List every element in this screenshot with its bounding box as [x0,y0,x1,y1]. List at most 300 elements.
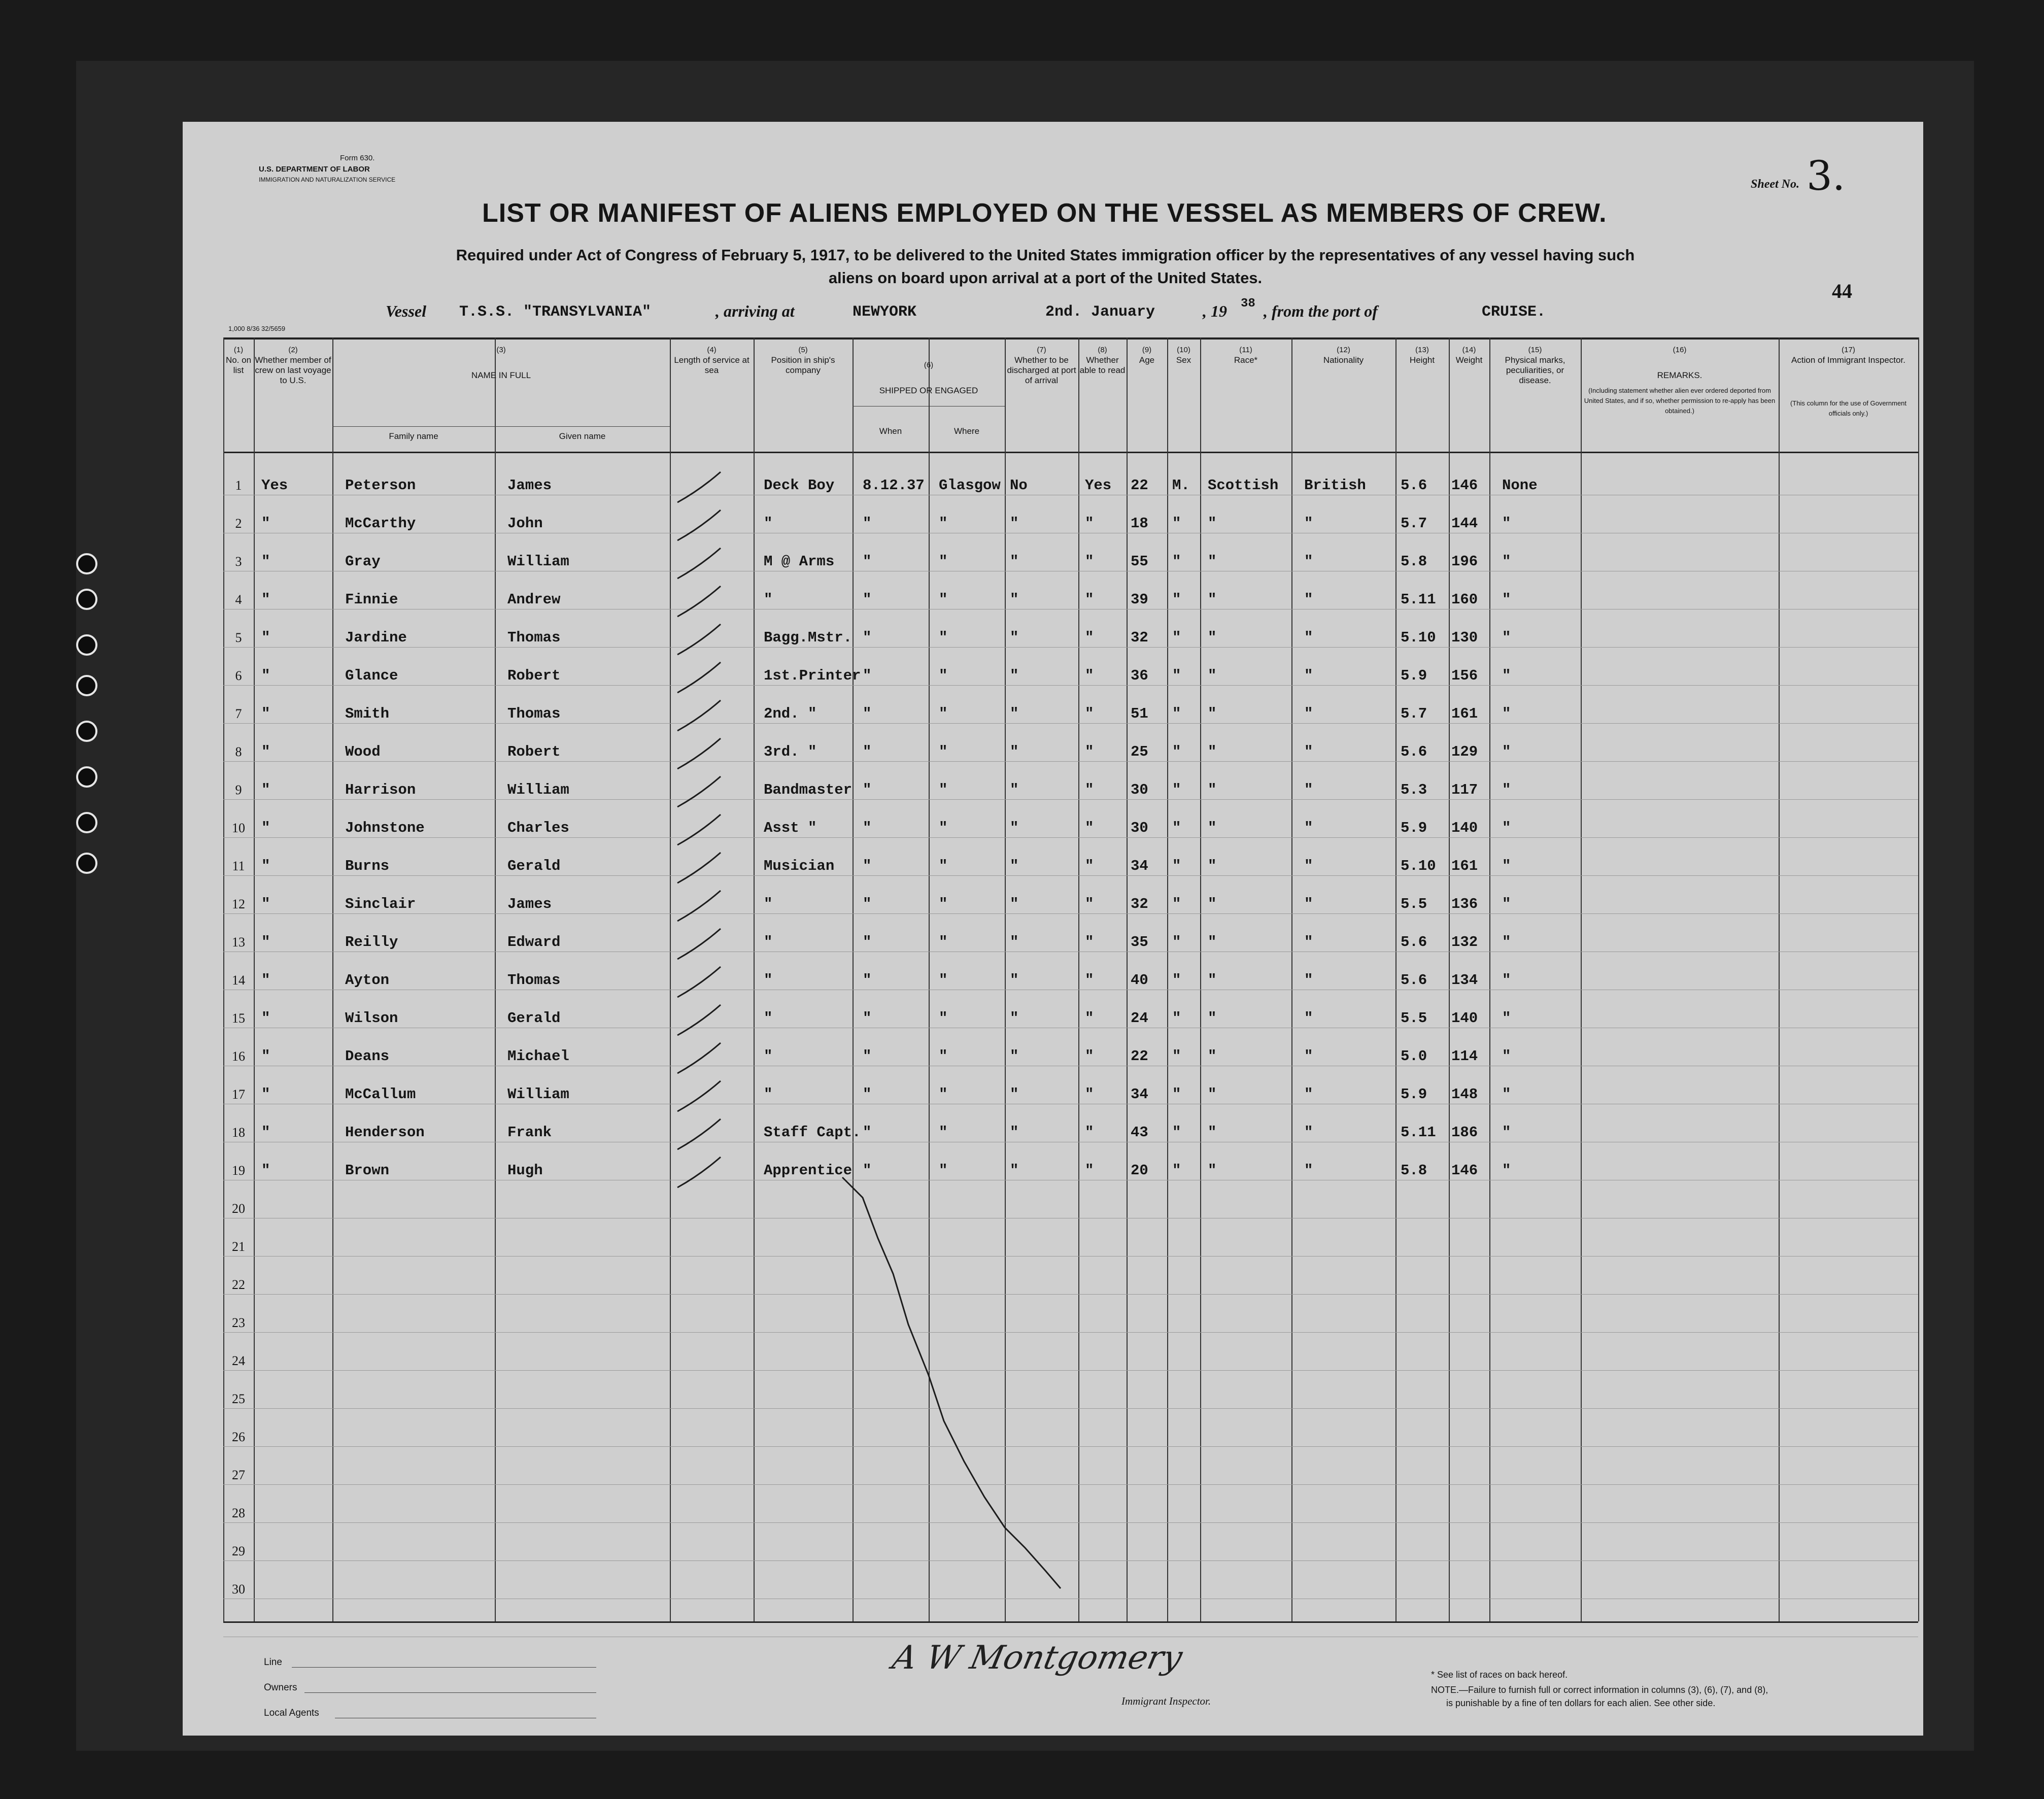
cell-nationality: " [1304,743,1313,760]
punch-hole [76,812,97,833]
cell-discharged: " [1010,591,1019,608]
cell-where: " [939,1124,948,1141]
cell-when: " [863,934,872,951]
row-number: 28 [232,1506,245,1520]
cell-discharged: " [1010,896,1019,912]
cell-nationality: " [1304,667,1313,684]
strike-through-line [842,1177,1061,1588]
punch-hole [76,589,97,610]
cell-race: " [1208,1124,1217,1141]
cell-where: " [939,972,948,989]
punch-hole [76,853,97,874]
cell-marks: " [1502,1162,1511,1179]
cell-when: " [863,1086,872,1103]
check-tick [677,776,721,807]
cell-where: " [939,1048,948,1065]
column-label: Sex [1176,355,1191,365]
cell-sex: " [1172,667,1181,684]
cell-nationality: " [1304,553,1313,570]
cell-nationality: " [1304,1086,1313,1103]
sheet-label: Sheet No. [1751,178,1799,191]
column-number: (6) [924,361,934,369]
cell-prev: " [261,1124,270,1141]
cell-where: " [939,934,948,951]
column-label: Whether able to read [1079,355,1126,375]
cell-sex: " [1172,934,1181,951]
cell-weight: 136 [1451,896,1478,912]
row-number: 9 [235,783,242,797]
column-number: (7) [1037,346,1046,354]
cell-nationality: " [1304,1010,1313,1027]
cell-marks: " [1502,782,1511,798]
row-number: 21 [232,1239,245,1254]
cell-weight: 156 [1451,667,1478,684]
cell-given: Gerald [507,1010,561,1027]
column-label: Weight [1455,355,1483,365]
cell-nationality: " [1304,591,1313,608]
penalty-note-1: NOTE.—Failure to furnish full or correct information in columns (3), (6), (7), and (8), [1431,1685,1768,1695]
check-tick [677,1157,721,1187]
cell-sex: " [1172,705,1181,722]
arrival-date: 2nd. January [1045,303,1155,321]
cell-race: " [1208,1086,1217,1103]
cell-position: Staff Capt. [764,1124,861,1141]
cell-when: " [863,705,872,722]
subtitle-line-2: aliens on board upon arrival at a port of the United States. [828,269,1263,287]
cell-when: " [863,667,872,684]
penalty-note-2: is punishable by a fine of ten dollars for each alien. See other side. [1446,1698,1716,1708]
cell-weight: 186 [1451,1124,1478,1141]
cell-when: " [863,1124,872,1141]
row-number: 24 [232,1353,245,1368]
column-label: Given name [559,431,606,441]
cell-prev: Yes [261,477,288,494]
inspector-signature: A W Montgomery [889,1639,1186,1677]
cell-position: Deck Boy [764,477,835,494]
cell-discharged: " [1010,743,1019,760]
cell-discharged: " [1010,782,1019,798]
cell-read: " [1085,1010,1094,1027]
cell-height: 5.11 [1401,1124,1436,1141]
cell-height: 5.6 [1401,972,1427,989]
cell-marks: " [1502,1048,1511,1065]
cell-weight: 130 [1451,629,1478,646]
handwritten-marks [183,122,1923,1736]
cell-prev: " [261,553,270,570]
cell-where: Glasgow [939,477,1001,494]
cell-sex: " [1172,515,1181,532]
cell-prev: " [261,896,270,912]
cell-prev: " [261,934,270,951]
cell-when: " [863,515,872,532]
cell-given: John [507,515,543,532]
column-number: (12) [1337,346,1350,354]
cell-marks: " [1502,820,1511,836]
column-number: (9) [1142,346,1152,354]
cell-age: 18 [1131,515,1148,532]
check-tick [677,891,721,921]
cell-prev: " [261,972,270,989]
cell-discharged: No [1010,477,1028,494]
cell-age: 43 [1131,1124,1148,1141]
cell-discharged: " [1010,1086,1019,1103]
cell-discharged: " [1010,934,1019,951]
check-tick [677,548,721,579]
cell-race: " [1208,553,1217,570]
cell-given: Hugh [507,1162,543,1179]
cell-given: James [507,477,552,494]
column-label: Race* [1234,355,1258,365]
cell-read: " [1085,743,1094,760]
column-label: Position in ship's company [771,355,835,375]
cell-family: Deans [345,1048,390,1065]
row-number: 17 [232,1087,245,1102]
cell-given: Frank [507,1124,552,1141]
column-label: NAME IN FULL [471,370,531,380]
cell-when: " [863,553,872,570]
cell-family: Sinclair [345,896,416,912]
local-agents-label: Local Agents [264,1708,319,1718]
cell-prev: " [261,629,270,646]
row-number: 8 [235,744,242,759]
cell-race: " [1208,705,1217,722]
print-code: 1,000 8/36 32/5659 [228,325,286,332]
from-port: CRUISE. [1482,303,1546,321]
cell-read: " [1085,515,1094,532]
cell-discharged: " [1010,667,1019,684]
cell-age: 34 [1131,1086,1148,1103]
cell-sex: " [1172,1010,1181,1027]
cell-position: " [764,934,773,951]
cell-height: 5.9 [1401,667,1427,684]
cell-weight: 196 [1451,553,1478,570]
cell-position: Bagg.Mstr. [764,629,853,646]
check-tick [677,662,721,693]
cell-race: " [1208,782,1217,798]
row-number: 30 [232,1582,245,1597]
cell-where: " [939,705,948,722]
cell-family: McCallum [345,1086,416,1103]
cell-read: " [1085,629,1094,646]
column-number: (4) [707,346,717,354]
cell-discharged: " [1010,1048,1019,1065]
cell-weight: 146 [1451,1162,1478,1179]
manifest-sheet [183,122,1923,1736]
cell-prev: " [261,782,270,798]
cell-when: " [863,743,872,760]
row-number: 2 [235,516,242,531]
cell-given: Robert [507,743,561,760]
cell-given: Gerald [507,858,561,874]
cell-sex: " [1172,743,1181,760]
cell-where: " [939,667,948,684]
cell-weight: 161 [1451,705,1478,722]
cell-when: " [863,1162,872,1179]
cell-weight: 146 [1451,477,1478,494]
cell-discharged: " [1010,553,1019,570]
column-label: Height [1409,355,1435,365]
cell-read: " [1085,705,1094,722]
cell-height: 5.6 [1401,934,1427,951]
cell-race: " [1208,667,1217,684]
cell-given: Andrew [507,591,561,608]
cell-sex: " [1172,629,1181,646]
check-tick [677,700,721,731]
punch-hole [76,675,97,696]
cell-read: " [1085,972,1094,989]
cell-read: " [1085,782,1094,798]
column-number: (17) [1842,346,1855,354]
cell-age: 25 [1131,743,1148,760]
races-note: * See list of races on back hereof. [1431,1670,1568,1680]
cell-sex: " [1172,896,1181,912]
punch-hole [76,766,97,788]
cell-when: " [863,1010,872,1027]
cell-age: 39 [1131,591,1148,608]
cell-discharged: " [1010,820,1019,836]
cell-race: " [1208,591,1217,608]
cell-weight: 148 [1451,1086,1478,1103]
column-number: (2) [288,346,298,354]
punch-hole [76,553,97,574]
cell-age: 34 [1131,858,1148,874]
cell-family: Smith [345,705,390,722]
check-tick [677,624,721,655]
cell-family: Henderson [345,1124,425,1141]
cell-given: Michael [507,1048,569,1065]
row-number: 4 [235,592,242,607]
cell-nationality: " [1304,705,1313,722]
column-number: (14) [1462,346,1476,354]
cell-where: " [939,743,948,760]
check-tick [677,586,721,617]
cell-given: James [507,896,552,912]
column-label: When [879,426,902,436]
cell-prev: " [261,858,270,874]
cell-read: " [1085,934,1094,951]
cell-marks: " [1502,591,1511,608]
cell-height: 5.9 [1401,1086,1427,1103]
cell-height: 5.0 [1401,1048,1427,1065]
cell-weight: 134 [1451,972,1478,989]
cell-sex: " [1172,972,1181,989]
cell-family: Gray [345,553,381,570]
column-label: No. on list [225,355,252,375]
cell-when: " [863,782,872,798]
cell-where: " [939,1162,948,1179]
cell-age: 30 [1131,820,1148,836]
column-label: Length of service at sea [674,355,750,375]
cell-read: " [1085,667,1094,684]
cell-position: Bandmaster [764,782,853,798]
cell-discharged: " [1010,858,1019,874]
cell-nationality: " [1304,858,1313,874]
column-number: (3) [496,346,506,354]
cell-age: 32 [1131,896,1148,912]
cell-read: " [1085,820,1094,836]
row-number: 22 [232,1277,245,1292]
check-tick [677,929,721,959]
cell-marks: " [1502,1010,1511,1027]
row-number: 15 [232,1011,245,1026]
cell-weight: 117 [1451,782,1478,798]
cell-race: " [1208,515,1217,532]
cell-when: " [863,972,872,989]
cell-weight: 140 [1451,820,1478,836]
cell-age: 36 [1131,667,1148,684]
row-number: 29 [232,1544,245,1558]
column-number: (13) [1415,346,1429,354]
cell-race: " [1208,1010,1217,1027]
cell-marks: " [1502,1086,1511,1103]
cell-race: " [1208,896,1217,912]
cell-sex: " [1172,591,1181,608]
cell-nationality: " [1304,1048,1313,1065]
column-number: (11) [1239,346,1252,354]
cell-when: " [863,1048,872,1065]
column-label: Physical marks, peculiarities, or disease. [1505,355,1565,385]
cell-marks: " [1502,553,1511,570]
arrival-port: NEWYORK [853,303,917,321]
cell-age: 30 [1131,782,1148,798]
cell-position: 2nd. " [764,705,817,722]
cell-marks: None [1502,477,1538,494]
cell-sex: " [1172,1048,1181,1065]
cell-position: Musician [764,858,835,874]
cell-family: Johnstone [345,820,425,836]
row-number: 10 [232,821,245,835]
cell-nationality: " [1304,934,1313,951]
row-number: 11 [232,859,245,873]
row-number: 20 [232,1201,245,1216]
cell-family: Reilly [345,934,398,951]
check-tick [677,1043,721,1073]
check-tick [677,1081,721,1111]
cell-height: 5.11 [1401,591,1436,608]
service-line: IMMIGRATION AND NATURALIZATION SERVICE [259,176,396,183]
cell-nationality: " [1304,515,1313,532]
check-tick [677,967,721,997]
year-prefix: , 19 [1203,302,1227,320]
cell-where: " [939,782,948,798]
check-tick [677,1005,721,1035]
cell-prev: " [261,515,270,532]
cell-age: 51 [1131,705,1148,722]
cell-age: 22 [1131,1048,1148,1065]
cell-discharged: " [1010,515,1019,532]
cell-position: Asst " [764,820,817,836]
cell-family: Jardine [345,629,407,646]
cell-marks: " [1502,934,1511,951]
cell-marks: " [1502,705,1511,722]
cell-when: " [863,858,872,874]
cell-prev: " [261,705,270,722]
cell-weight: 144 [1451,515,1478,532]
cell-nationality: " [1304,629,1313,646]
cell-position: " [764,515,773,532]
cell-race: " [1208,743,1217,760]
cell-race: Scottish [1208,477,1279,494]
row-number: 26 [232,1430,245,1444]
cell-age: 55 [1131,553,1148,570]
cell-given: Robert [507,667,561,684]
line-label: Line [264,1657,282,1668]
cell-height: 5.6 [1401,743,1427,760]
column-number: (15) [1528,346,1542,354]
sheet-number: 3. [1807,152,1846,199]
cell-marks: " [1502,1124,1511,1141]
check-tick [677,1119,721,1149]
form-number: Form 630. [340,154,375,162]
column-label: Nationality [1323,355,1364,365]
cell-sex: " [1172,1162,1181,1179]
cell-prev: " [261,1010,270,1027]
cell-nationality: British [1304,477,1366,494]
cell-given: William [507,1086,569,1103]
check-tick [677,853,721,883]
row-number: 23 [232,1315,245,1330]
cell-nationality: " [1304,972,1313,989]
cell-position: " [764,896,773,912]
column-label: Whether to be discharged at port of arrival [1007,355,1076,385]
cell-where: " [939,515,948,532]
check-tick [677,814,721,845]
cell-age: 22 [1131,477,1148,494]
cell-age: 24 [1131,1010,1148,1027]
cell-where: " [939,1086,948,1103]
column-number: (16) [1673,346,1687,354]
cell-where: " [939,896,948,912]
cell-age: 40 [1131,972,1148,989]
cell-prev: " [261,591,270,608]
cell-height: 5.10 [1401,629,1436,646]
column-label: Where [953,426,980,436]
cell-height: 5.9 [1401,820,1427,836]
owners-label: Owners [264,1682,297,1693]
cell-prev: " [261,1086,270,1103]
cell-marks: " [1502,667,1511,684]
department-line: U.S. DEPARTMENT OF LABOR [259,165,370,174]
check-tick [677,510,721,540]
cell-when: " [863,820,872,836]
cell-when: " [863,629,872,646]
cell-when: " [863,896,872,912]
cell-marks: " [1502,515,1511,532]
from-port-label: , from the port of [1264,302,1378,320]
cell-family: Harrison [345,782,416,798]
cell-discharged: " [1010,1124,1019,1141]
cell-family: Burns [345,858,390,874]
row-number: 12 [232,897,245,911]
cell-height: 5.5 [1401,896,1427,912]
row-number: 19 [232,1163,245,1178]
column-number: (8) [1098,346,1107,354]
cell-where: " [939,1010,948,1027]
cell-read: Yes [1085,477,1112,494]
cell-height: 5.6 [1401,477,1427,494]
cell-given: Charles [507,820,569,836]
cell-sex: " [1172,1124,1181,1141]
cell-when: 8.12.37 [863,477,925,494]
cell-family: Wilson [345,1010,398,1027]
cell-height: 5.7 [1401,705,1427,722]
cell-age: 20 [1131,1162,1148,1179]
cell-weight: 132 [1451,934,1478,951]
cell-marks: " [1502,972,1511,989]
cell-read: " [1085,1048,1094,1065]
cell-position: " [764,1086,773,1103]
cell-where: " [939,820,948,836]
